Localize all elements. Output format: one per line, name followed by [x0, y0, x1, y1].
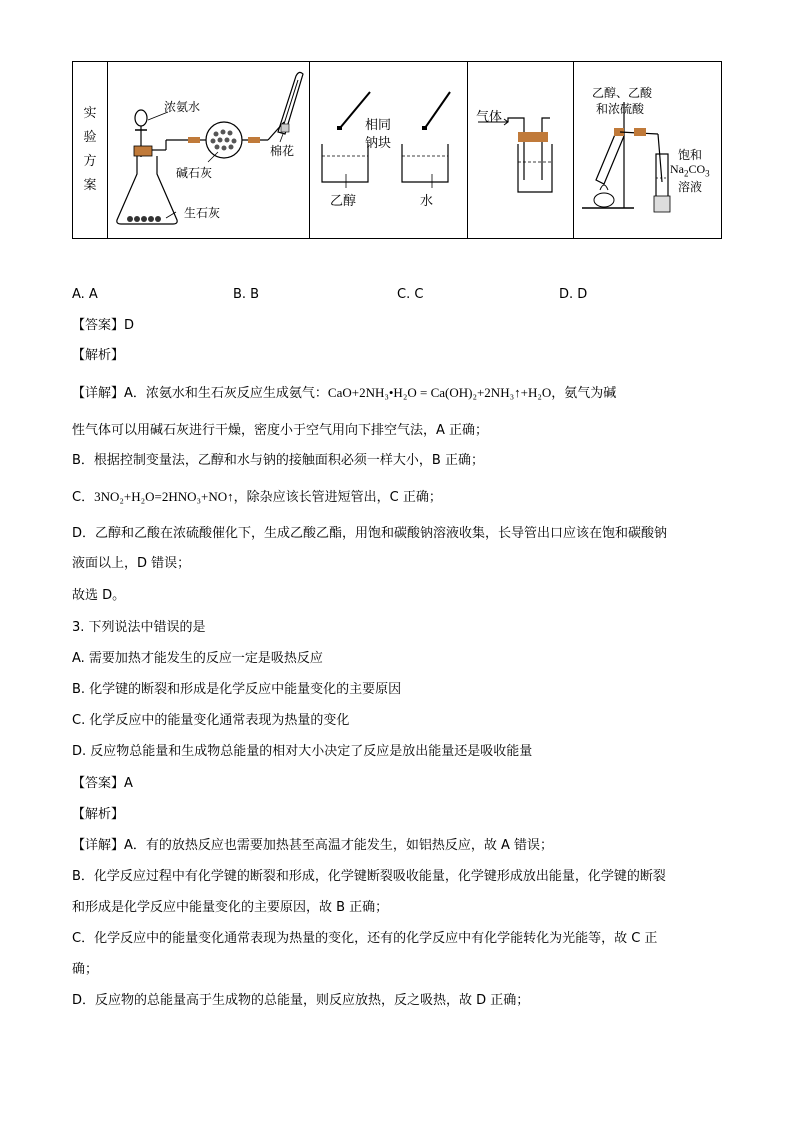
q2-detail-a-post: ，氨气为碱 — [551, 386, 617, 401]
cell-b — [310, 62, 468, 239]
q2-detail-a — [72, 384, 616, 403]
label-ethanol: 乙醇 — [330, 194, 357, 209]
q3-option-c: C. 化学反应中的能量变化通常表现为热量的变化 — [72, 713, 350, 728]
option-b: B. B — [233, 287, 260, 302]
q2-detail-d-line1: D．乙醇和乙酸在浓硫酸催化下，生成乙酸乙酯，用饱和碳酸钠溶液收集，长导管出口应该在饱和碳酸钠 — [72, 526, 668, 541]
q2-detail-a-pre: 【详解】A．浓氨水和生石灰反应生成氨气： — [72, 386, 328, 401]
label-conc-ammonia: 浓氨水 — [164, 100, 201, 114]
label-saturated: 饱和 — [678, 148, 703, 162]
label-na2co3-na: Na — [670, 162, 684, 176]
q3-detail-b-line1: B．化学反应过程中有化学键的断裂和形成，化学键断裂吸收能量，化学键形成放出能量，化学键的断裂 — [72, 869, 666, 884]
label-quicklime: 生石灰 — [184, 206, 221, 220]
q2-detail-c — [72, 488, 442, 507]
q3-detail-a: 【详解】A．有的放热反应也需要加热甚至高温才能发生，如铝热反应，故 A 错误； — [72, 838, 554, 853]
option-a: A. A — [72, 287, 98, 302]
q3-analysis: 【解析】 — [72, 807, 125, 822]
q2-analysis: 【解析】 — [72, 348, 125, 363]
option-d: D. D — [559, 287, 588, 302]
label-solution: 溶液 — [678, 180, 703, 194]
q3-detail-d: D．反应物的总能量高于生成物的总能量，则反应放热，反之吸热，故 D 正确； — [72, 993, 530, 1008]
header-char: 实 — [83, 106, 97, 121]
q2-detail-c-post: ，除杂应该长管进短管出，C 正确； — [233, 490, 442, 505]
q2-detail-d-line2: 液面以上，D 错误； — [72, 556, 191, 571]
apparatus-gas-wash-diagram — [468, 62, 573, 238]
q2-detail-b: B．根据控制变量法，乙醇和水与钠的接触面积必须一样大小，B 正确； — [72, 453, 484, 468]
q3-option-b: B. 化学键的断裂和形成是化学反应中能量变化的主要原因 — [72, 682, 402, 697]
q3-detail-b-line2: 和形成是化学反应中能量变化的主要原因，故 B 正确； — [72, 900, 389, 915]
q2-detail-c-pre: C． — [72, 490, 95, 505]
label-ethanol-acetic: 乙醇、乙酸 — [592, 86, 653, 100]
label-gas: 气体 — [476, 110, 503, 125]
q3-option-a: A. 需要加热才能发生的反应一定是吸热反应 — [72, 651, 323, 666]
q2-detail-a-line2: 性气体可以用碱石灰进行干燥，密度小于空气用向下排空气法，A 正确； — [72, 423, 489, 438]
label-conc-sulfuric: 和浓硫酸 — [596, 102, 645, 116]
q2-conclusion: 故选 D。 — [72, 588, 126, 603]
q3-detail-c-line2: 确； — [72, 962, 99, 977]
label-same: 相同 — [365, 118, 392, 133]
q2-detail-a-equation: CaO+2NH₃•H₂O = Ca(OH)₂+2NH₃↑+H₂O — [327, 385, 552, 400]
label-na2co3-sub1: 2 — [684, 168, 689, 179]
header-char: 案 — [83, 178, 97, 193]
option-c: C. C — [397, 287, 424, 302]
q3-answer: 【答案】A — [72, 776, 133, 791]
label-sodium-block: 钠块 — [365, 136, 392, 151]
label-cotton: 棉花 — [270, 144, 295, 158]
q2-answer: 【答案】D — [72, 318, 135, 333]
header-char: 验 — [83, 130, 97, 145]
label-na2co3-sub2: 3 — [705, 168, 710, 179]
q3-stem: 3. 下列说法中错误的是 — [72, 620, 206, 635]
label-na2co3 — [670, 162, 710, 178]
header-char: 方 — [83, 154, 97, 169]
label-water: 水 — [420, 194, 434, 209]
q3-option-d: D. 反应物总能量和生成物总能量的相对大小决定了反应是放出能量还是吸收能量 — [72, 744, 533, 759]
q3-detail-c-line1: C．化学反应中的能量变化通常表现为热量的变化，还有的化学反应中有化学能转化为光能等，故 C 正 — [72, 931, 658, 946]
table-header — [73, 62, 108, 239]
q2-detail-c-equation: 3NO₂+H₂O=2HNO₃+NO↑ — [94, 489, 234, 504]
label-na2co3-co: CO — [688, 162, 706, 176]
experiment-table — [72, 61, 722, 239]
label-soda-lime: 碱石灰 — [176, 166, 213, 180]
cell-a — [108, 62, 310, 239]
cell-d — [574, 62, 722, 239]
cell-c — [468, 62, 574, 239]
